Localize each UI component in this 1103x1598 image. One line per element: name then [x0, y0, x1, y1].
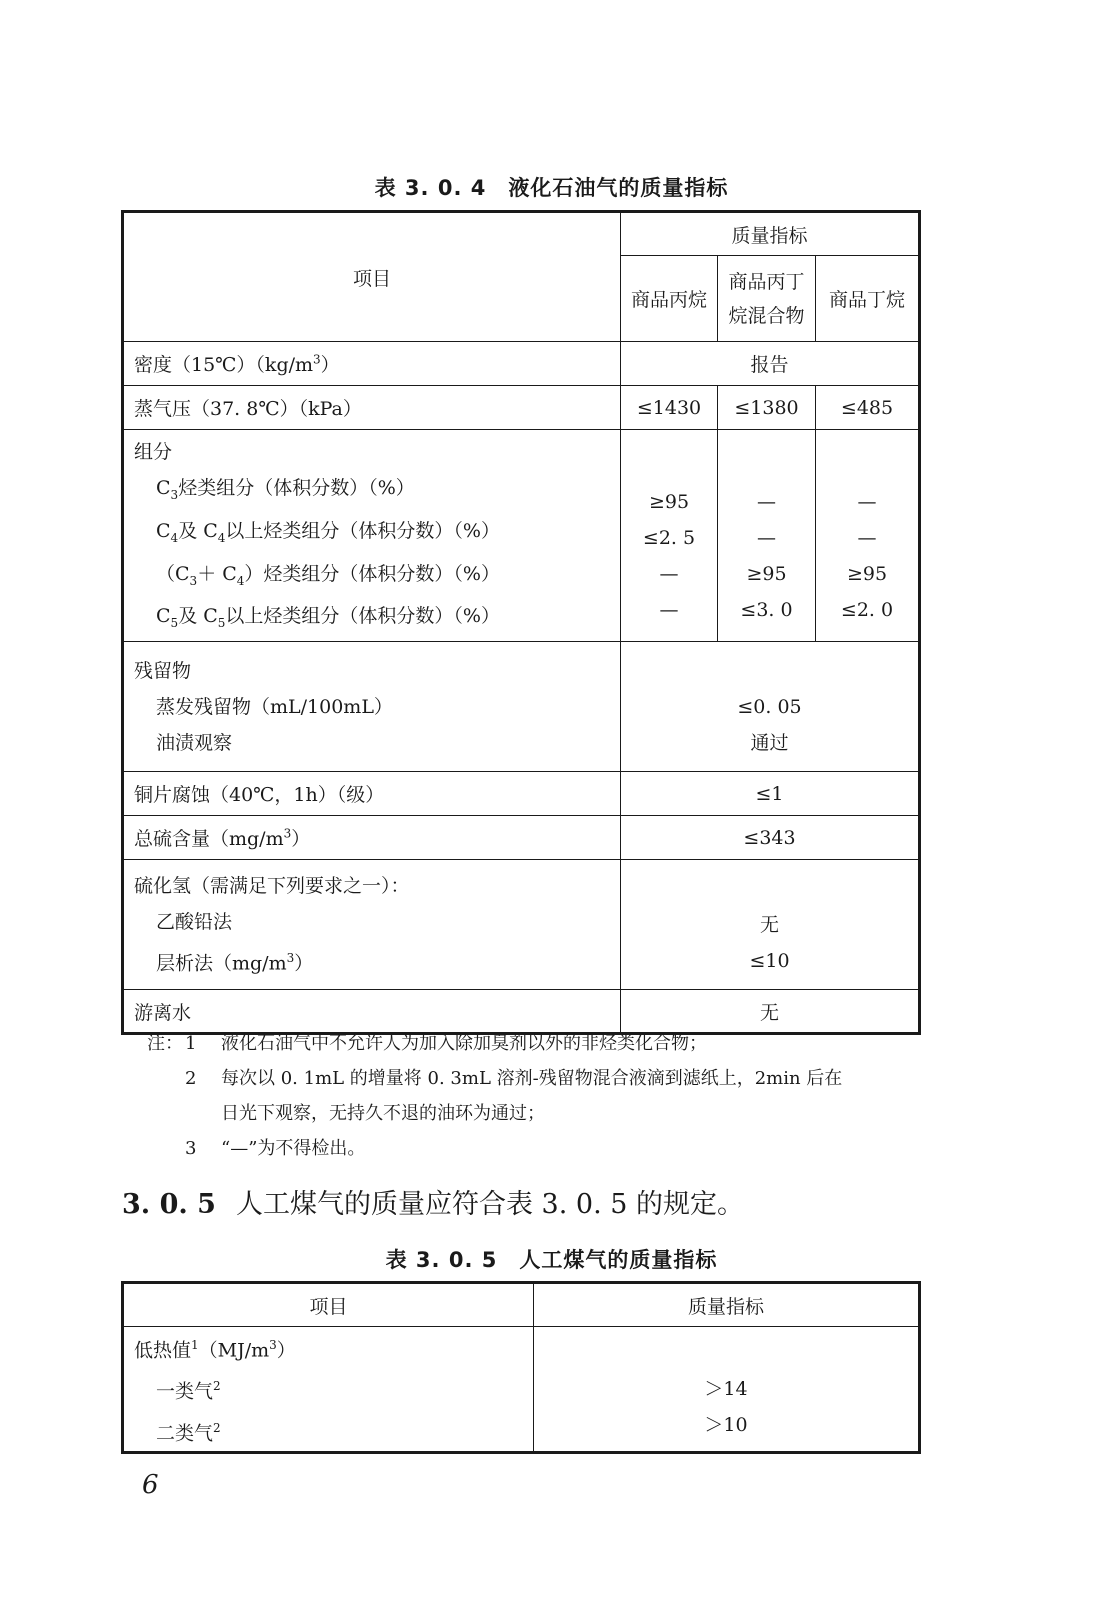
- header-butane: 商品丁烷: [816, 256, 920, 342]
- header-propane-butane-mix: 商品丙丁 烷混合物: [718, 256, 816, 342]
- composition-butane: — — ≥95 ≤2. 0: [816, 430, 920, 642]
- h2s-label: 硫化氢（需满足下列要求之一）： 乙酸铅法 层析法$(mg/m^3)$: [123, 860, 621, 990]
- vapor-pressure-propane: ≤1430: [621, 386, 718, 430]
- table2-caption: 表 3. 0. 5 人工煤气的质量指标: [385, 1248, 718, 1272]
- clause-text: 人工煤气的质量应符合表 3. 0. 5 的规定。: [235, 1189, 744, 1220]
- composition-label: 组分 $C_3$烃类组分（体积分数）（%） $C_4$及 $C_4$以上烃类组分（体积分数）（%） $(C_3+ C_4)$烃类组分（体积分数）（%） $C_5$及 $C_5$以上烃类组分（体积分数）（%）: [123, 430, 621, 642]
- header-quality: 质量指标: [621, 212, 920, 256]
- vapor-pressure-mix: ≤1380: [718, 386, 816, 430]
- note-2: 2 每次以 0. 1mL 的增量将 0. 3mL 溶剂-残留物混合液滴到滤纸上，2min 后在: [185, 1068, 843, 1089]
- manufactured-gas-quality-table: [121, 1281, 921, 1454]
- free-water-label: 游离水: [123, 990, 621, 1034]
- total-sulfur-value: ≤343: [621, 816, 920, 860]
- page-number: 6: [142, 1470, 159, 1500]
- note-2-continued: 日光下观察，无持久不退的油环为通过；: [221, 1103, 545, 1124]
- lhv-value: ＞14 ＞10: [534, 1327, 920, 1453]
- lpg-quality-table: [121, 210, 921, 1035]
- vapor-pressure-butane: ≤485: [816, 386, 920, 430]
- total-sulfur-label: 总硫含量$(mg/m^3)$: [123, 816, 621, 860]
- copper-corrosion-label: 铜片腐蚀（40℃，1h）（级）: [123, 772, 621, 816]
- copper-corrosion-value: ≤1: [621, 772, 920, 816]
- free-water-value: 无: [621, 990, 920, 1034]
- note-1: 注： 1 液化石油气中不允许人为加入除加臭剂以外的非烃类化合物；: [147, 1033, 707, 1054]
- density-label: 密度$(15℃)(kg/m^3)$: [123, 342, 621, 386]
- density-value: 报告: [621, 342, 920, 386]
- header-propane: 商品丙烷: [621, 256, 718, 342]
- table-notes: [147, 1026, 947, 1166]
- note-3: 3 “—”为不得检出。: [185, 1138, 366, 1159]
- clause-number: 3. 0. 5: [122, 1189, 216, 1220]
- t2-header-quality: 质量指标: [534, 1283, 920, 1327]
- residue-value: ≤0. 05 通过: [621, 642, 920, 772]
- clause-3-0-5: [122, 1182, 744, 1221]
- table1-caption: 表 3. 0. 4 液化石油气的质量指标: [374, 176, 729, 200]
- vapor-pressure-label: 蒸气压（37. 8℃）（kPa）: [123, 386, 621, 430]
- residue-label: 残留物 蒸发残留物（mL/100mL） 油渍观察: [123, 642, 621, 772]
- composition-propane: ≥95 ≤2. 5 — —: [621, 430, 718, 642]
- t2-header-item: 项目: [123, 1283, 534, 1327]
- lhv-label: 低热值$^1(MJ/m^3)$ 一类气$^2$ 二类气$^2$: [123, 1327, 534, 1453]
- composition-mix: — — ≥95 ≤3. 0: [718, 430, 816, 642]
- h2s-value: 无 ≤10: [621, 860, 920, 990]
- header-item: 项目: [123, 212, 621, 342]
